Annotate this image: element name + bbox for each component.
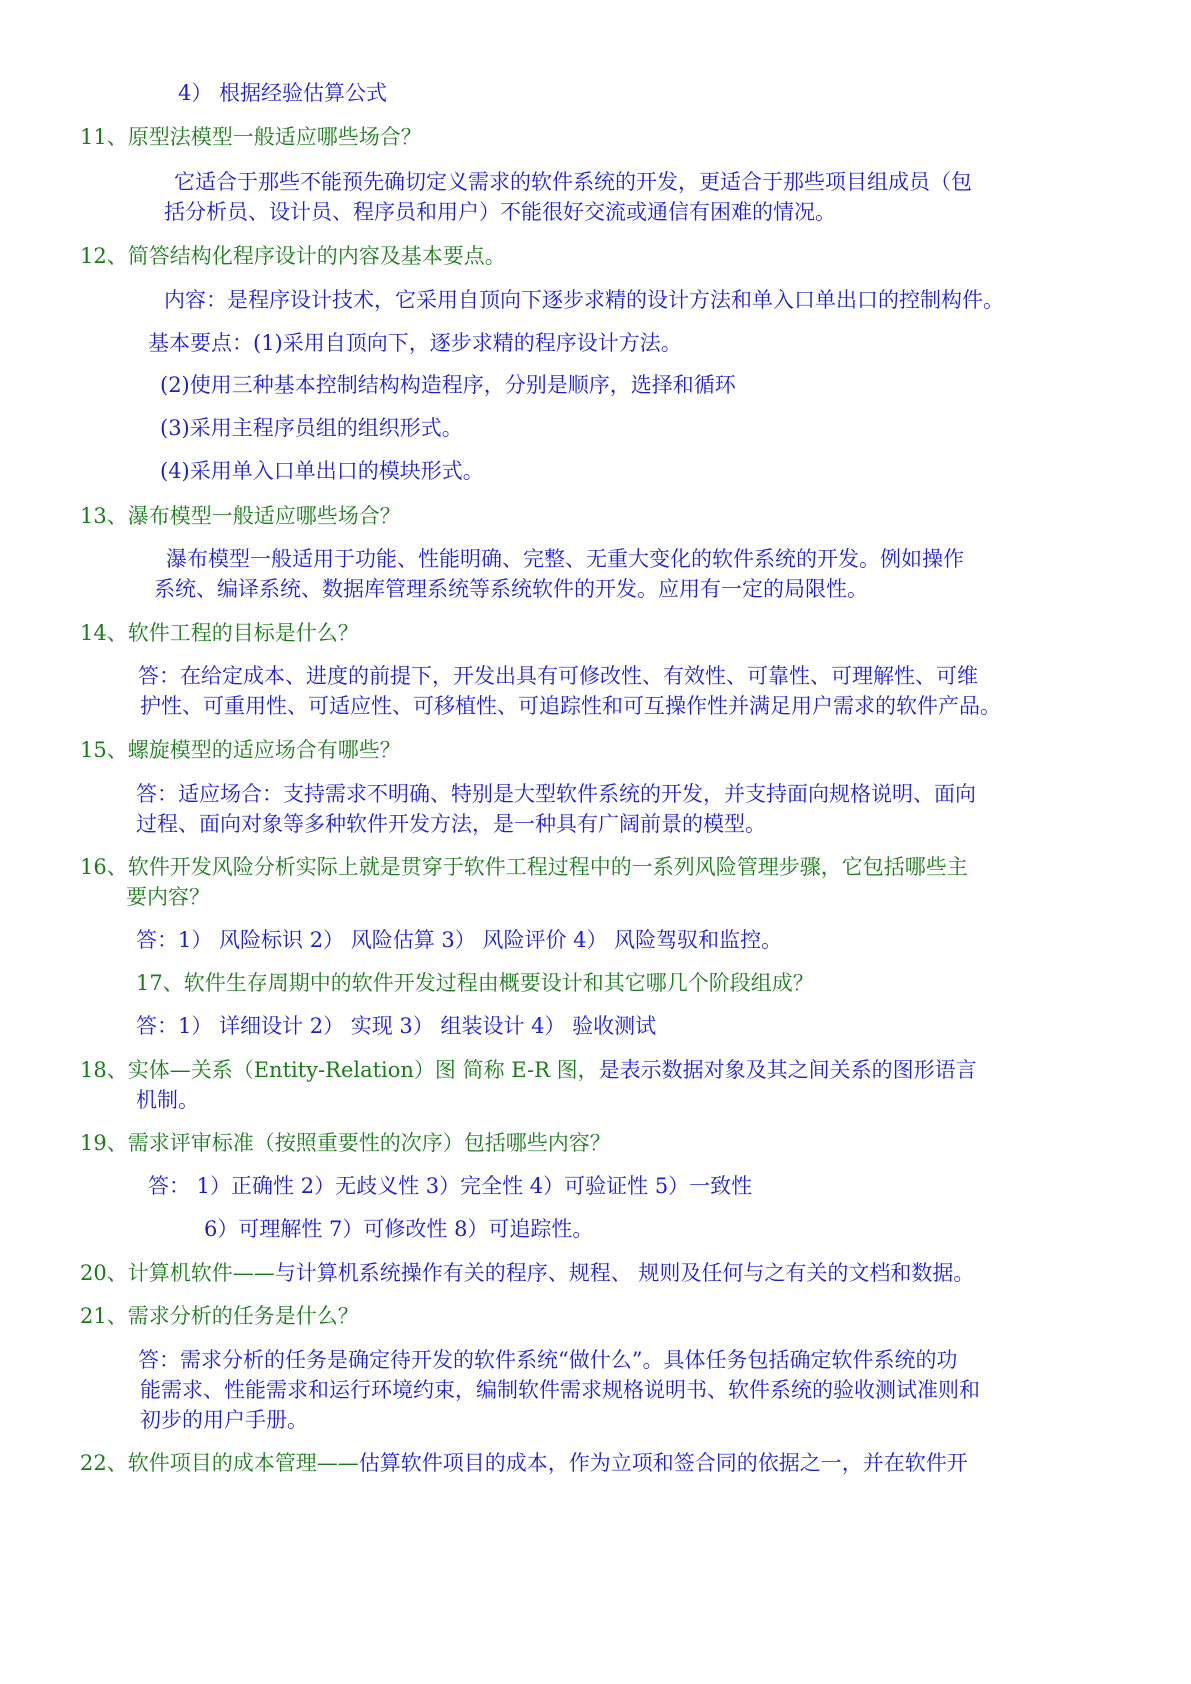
question-16-line-2: 要内容？ [126, 885, 210, 909]
answer-14-line-1: 答：在给定成本、进度的前提下，开发出具有可修改性、有效性、可靠性、可理解性、可维 [138, 664, 978, 688]
item-20 [80, 1257, 974, 1289]
answer-16: 答：1） 风险标识 2） 风险估算 3） 风险评价 4） 风险驾驭和监控。 [136, 928, 783, 952]
question-15: 15、螺旋模型的适应场合有哪些？ [80, 738, 401, 762]
answer-15-line-1: 答：适应场合：支持需求不明确、特别是大型软件系统的开发，并支持面向规格说明、面向 [136, 782, 976, 806]
answer-17: 答：1） 详细设计 2） 实现 3） 组装设计 4） 验收测试 [136, 1014, 657, 1038]
definition-18: 是表示数据对象及其之间关系的图形语言 [598, 1058, 977, 1082]
answer-12-point-2: (2)使用三种基本控制结构构造程序，分别是顺序，选择和循环 [160, 373, 736, 397]
answer-13-line-1: 瀑布模型一般适用于功能、性能明确、完整、无重大变化的软件系统的开发。例如操作 [166, 547, 964, 571]
definition-22: 估算软件项目的成本，作为立项和签合同的依据之一，并在软件开 [358, 1451, 968, 1475]
answer-13-line-2: 系统、编译系统、数据库管理系统等系统软件的开发。应用有一定的局限性。 [154, 577, 868, 601]
answer-15-line-2: 过程、面向对象等多种软件开发方法，是一种具有广阔前景的模型。 [136, 812, 766, 836]
answer-line: 4） 根据经验估算公式 [178, 81, 388, 105]
answer-11-line-2: 括分析员、设计员、程序员和用户）不能很好交流或通信有困难的情况。 [164, 200, 836, 224]
question-12: 12、简答结构化程序设计的内容及基本要点。 [80, 244, 506, 268]
answer-21-line-2: 能需求、性能需求和运行环境约束，编制软件需求规格说明书、软件系统的验收测试准则和 [140, 1378, 980, 1402]
answer-12-point-1: 基本要点：(1)采用自顶向下，逐步求精的程序设计方法。 [148, 331, 682, 355]
term-22: 22、软件项目的成本管理—— [80, 1451, 359, 1475]
answer-14-line-2: 护性、可重用性、可适应性、可移植性、可追踪性和可互操作性并满足用户需求的软件产品。 [140, 694, 1001, 718]
question-13: 13、瀑布模型一般适应哪些场合？ [80, 504, 401, 528]
answer-12-point-3: (3)采用主程序员组的组织形式。 [160, 416, 463, 440]
item-22 [80, 1447, 968, 1479]
answer-12-content: 内容：是程序设计技术，它采用自顶向下逐步求精的设计方法和单入口单出口的控制构件。 [164, 288, 1004, 312]
answer-19-line-1: 答： 1）正确性 2）无歧义性 3）完全性 4）可验证性 5）一致性 [148, 1174, 753, 1198]
answer-19-line-2: 6）可理解性 7）可修改性 8）可追踪性。 [204, 1217, 594, 1241]
definition-18-line-2: 机制。 [136, 1088, 199, 1112]
question-19: 19、需求评审标准（按照重要性的次序）包括哪些内容？ [80, 1131, 611, 1155]
question-21: 21、需求分析的任务是什么？ [80, 1304, 359, 1328]
term-20: 20、计算机软件—— [80, 1261, 275, 1285]
question-17: 17、软件生存周期中的软件开发过程由概要设计和其它哪几个阶段组成？ [136, 971, 814, 995]
answer-21-line-3: 初步的用户手册。 [140, 1408, 308, 1432]
answer-12-point-4: (4)采用单入口单出口的模块形式。 [160, 459, 484, 483]
question-14: 14、软件工程的目标是什么？ [80, 621, 359, 645]
item-18-line-1 [80, 1054, 977, 1086]
term-18: 18、实体—关系（Entity-Relation）图 简称 E-R 图， [80, 1058, 599, 1082]
definition-20: 与计算机系统操作有关的程序、规程、 规则及任何与之有关的文档和数据。 [274, 1261, 975, 1285]
question-16-line-1: 16、软件开发风险分析实际上就是贯穿于软件工程过程中的一系列风险管理步骤，它包括哪些主 [80, 855, 968, 879]
question-11: 11、原型法模型一般适应哪些场合？ [80, 125, 422, 149]
answer-11-line-1: 它适合于那些不能预先确切定义需求的软件系统的开发，更适合于那些项目组成员（包 [174, 170, 972, 194]
answer-21-line-1: 答：需求分析的任务是确定待开发的软件系统“做什么”。具体任务包括确定软件系统的功 [138, 1348, 958, 1372]
